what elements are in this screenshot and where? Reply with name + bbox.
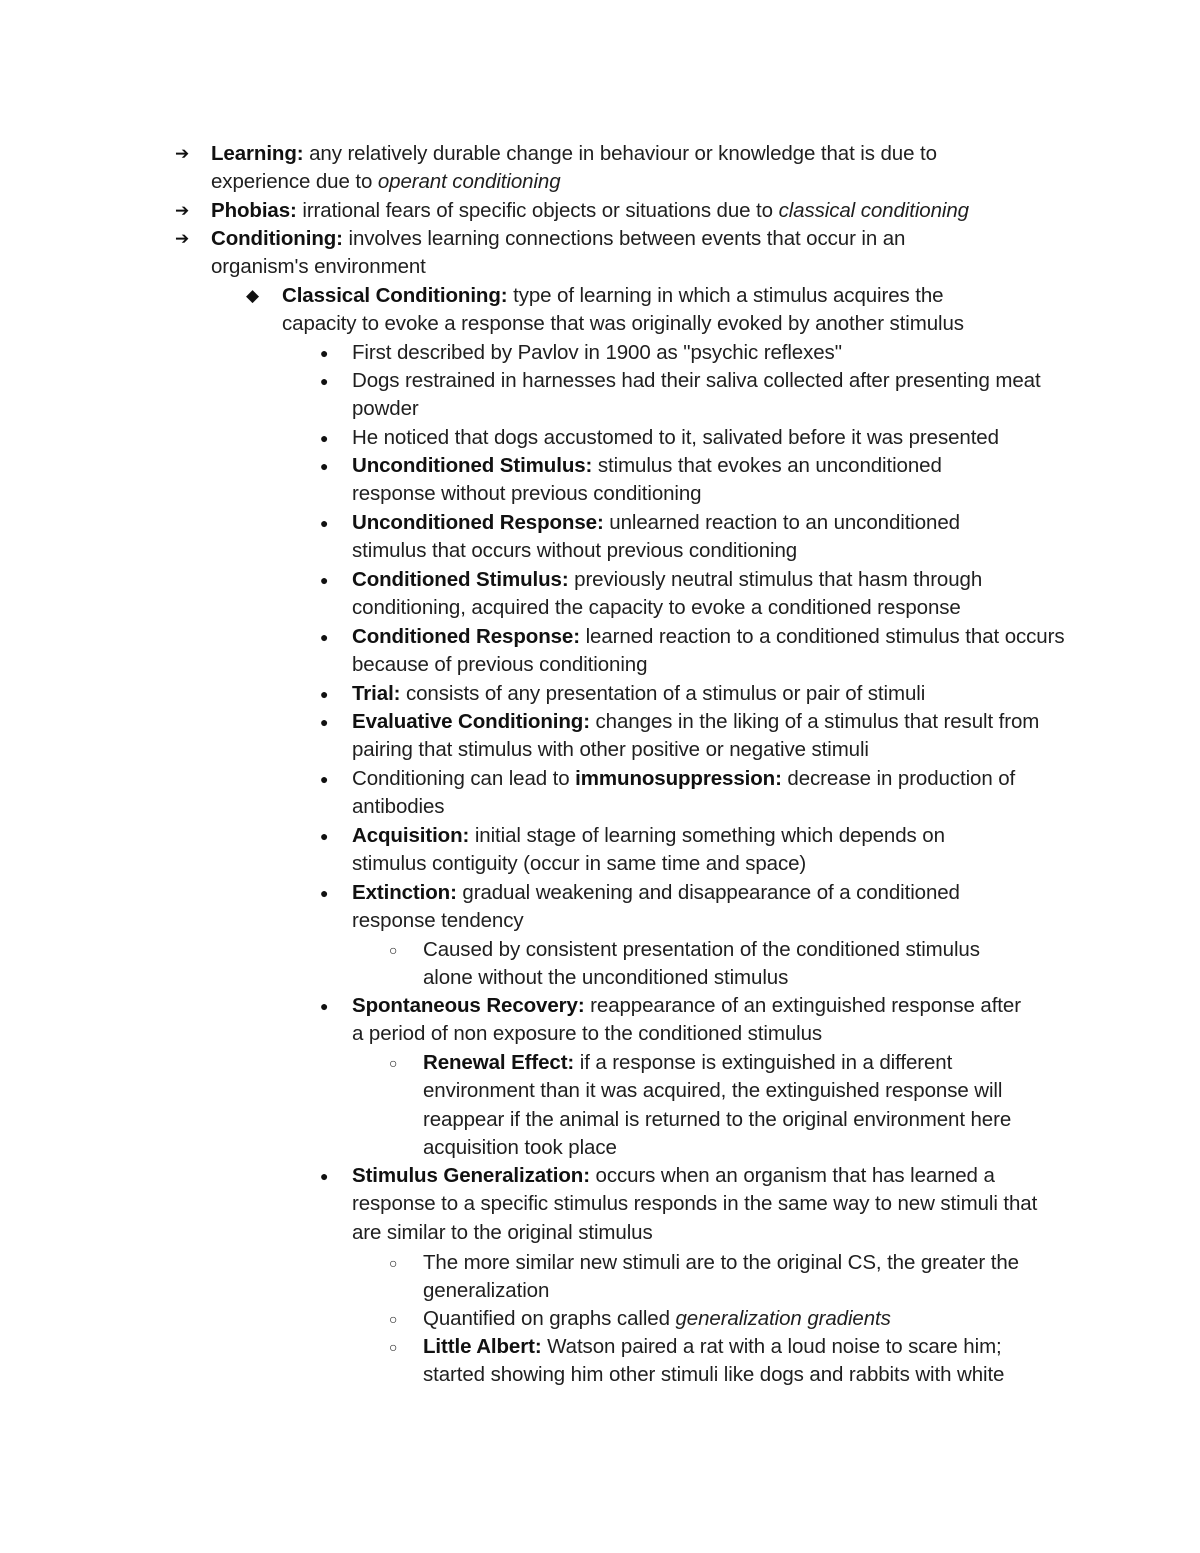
note-unconditioned-response — [320, 509, 1032, 566]
term: Conditioned Stimulus: — [352, 568, 569, 591]
note-little-albert — [389, 1333, 1063, 1390]
note-stimulus-generalization — [320, 1162, 1052, 1247]
definition: unlearned reaction to an unconditioned stimulus that occurs without previous conditioning — [352, 511, 960, 563]
definition: occurs when an organism that has learned a response to a specific stimulus responds in the same way to new stimuli that are similar to the original stimulus — [352, 1164, 1038, 1244]
note-extinction-cause — [389, 936, 1033, 993]
definition: Watson paired a rat with a loud noise to scare him; started showing him other stimuli like dogs and rabbits with white — [423, 1335, 1005, 1387]
definition: gradual weakening and disappearance of a conditioned response tendency — [352, 881, 960, 933]
term: Unconditioned Stimulus: — [352, 454, 593, 477]
note-classical-conditioning — [246, 282, 1022, 339]
term: Unconditioned Response: — [352, 511, 604, 534]
disc-bullet-icon: ● — [320, 572, 329, 588]
circle-bullet-icon: ○ — [389, 1339, 398, 1355]
circle-bullet-icon: ○ — [389, 1055, 398, 1071]
note-text: First described by Pavlov in 1900 as "psychic reflexes" — [352, 341, 842, 364]
disc-bullet-icon: ● — [320, 828, 329, 844]
note-phobias — [175, 197, 1011, 225]
term: Spontaneous Recovery: — [352, 994, 585, 1017]
term: immunosuppression: — [575, 767, 782, 790]
note-text: Quantified on graphs called — [423, 1307, 676, 1330]
term: Conditioned Response: — [352, 625, 580, 648]
note-text: He noticed that dogs accustomed to it, salivated before it was presented — [352, 426, 999, 449]
definition: any relatively durable change in behaviour or knowledge that is due to experience due to — [211, 142, 937, 194]
note-trial — [320, 680, 1072, 708]
circle-bullet-icon: ○ — [389, 1311, 398, 1327]
term: Stimulus Generalization: — [352, 1164, 590, 1187]
note-immunosuppression — [320, 765, 1072, 822]
note-text: Caused by consistent presentation of the conditioned stimulus alone without the unconditioned stimulus — [423, 938, 980, 990]
disc-bullet-icon: ● — [320, 714, 329, 730]
term: Extinction: — [352, 881, 457, 904]
note-prefix: Conditioning can lead to — [352, 767, 576, 790]
disc-bullet-icon: ● — [320, 998, 329, 1014]
disc-bullet-icon: ● — [320, 686, 329, 702]
definition: stimulus that evokes an unconditioned response without previous conditioning — [352, 454, 942, 506]
note-text: The more similar new stimuli are to the original CS, the greater the generalization — [423, 1251, 1019, 1303]
note-similar-stimuli — [389, 1249, 1073, 1306]
arrow-bullet-icon: ➔ — [175, 229, 190, 248]
term: Trial: — [352, 682, 401, 705]
term: Acquisition: — [352, 824, 470, 847]
definition: irrational fears of specific objects or situations due to — [296, 199, 779, 222]
note-dogs-restrained — [320, 367, 1042, 424]
note-evaluative-conditioning — [320, 708, 1052, 765]
definition: reappearance of an extinguished response after a period of non exposure to the conditioned stimulus — [352, 994, 1021, 1046]
term: Conditioning: — [211, 227, 343, 250]
note-acquisition — [320, 822, 1012, 879]
disc-bullet-icon: ● — [320, 458, 329, 474]
definition: previously neutral stimulus that hasm through conditioning, acquired the capacity to evoke a conditioned response — [352, 568, 983, 620]
disc-bullet-icon: ● — [320, 430, 329, 446]
term: Phobias: — [211, 199, 297, 222]
definition: changes in the liking of a stimulus that result from pairing that stimulus with other positive or negative stimuli — [352, 710, 1040, 762]
definition: initial stage of learning something which depends on stimulus contiguity (occur in same time and space) — [352, 824, 945, 876]
definition: if a response is extinguished in a different environment than it was acquired, the extinguished response will reappear if the animal is returned to the original environment here acquisition took place — [423, 1051, 1012, 1159]
disc-bullet-icon: ● — [320, 1168, 329, 1184]
note-conditioning — [175, 225, 971, 282]
circle-bullet-icon: ○ — [389, 942, 398, 958]
circle-bullet-icon: ○ — [389, 1255, 398, 1271]
definition: type of learning in which a stimulus acquires the capacity to evoke a response that was originally evoked by another stimulus — [282, 284, 964, 336]
note-spontaneous-recovery — [320, 992, 1032, 1049]
note-generalization-gradients — [389, 1305, 1073, 1333]
note-unconditioned-stimulus — [320, 452, 1012, 509]
arrow-bullet-icon: ➔ — [175, 144, 190, 163]
term: Little Albert: — [423, 1335, 542, 1358]
note-text: Dogs restrained in harnesses had their saliva collected after presenting meat powder — [352, 369, 1041, 421]
term: Classical Conditioning: — [282, 284, 508, 307]
disc-bullet-icon: ● — [320, 629, 329, 645]
note-salivated — [320, 424, 1072, 452]
term: Evaluative Conditioning: — [352, 710, 590, 733]
definition: decrease in production of antibodies — [352, 767, 1016, 819]
note-pavlov — [320, 339, 1072, 367]
note-learning — [175, 140, 1011, 197]
disc-bullet-icon: ● — [320, 515, 329, 531]
definition: learned reaction to a conditioned stimulus that occurs because of previous conditioning — [352, 625, 1065, 677]
note-conditioned-response — [320, 623, 1072, 680]
disc-bullet-icon: ● — [320, 373, 329, 389]
emphasis: generalization gradients — [675, 1307, 891, 1330]
disc-bullet-icon: ● — [320, 345, 329, 361]
emphasis: operant conditioning — [377, 170, 561, 194]
note-conditioned-stimulus — [320, 566, 1042, 623]
disc-bullet-icon: ● — [320, 885, 329, 901]
disc-bullet-icon: ● — [320, 771, 329, 787]
emphasis: classical conditioning — [778, 199, 969, 222]
definition: involves learning connections between events that occur in an organism's environment — [211, 227, 906, 279]
arrow-bullet-icon: ➔ — [175, 201, 190, 220]
diamond-bullet-icon: ◆ — [246, 286, 259, 305]
definition: consists of any presentation of a stimulus or pair of stimuli — [400, 682, 926, 705]
term: Renewal Effect: — [423, 1051, 575, 1074]
note-renewal-effect — [389, 1049, 1063, 1162]
note-extinction — [320, 879, 1032, 936]
term: Learning: — [211, 142, 304, 165]
